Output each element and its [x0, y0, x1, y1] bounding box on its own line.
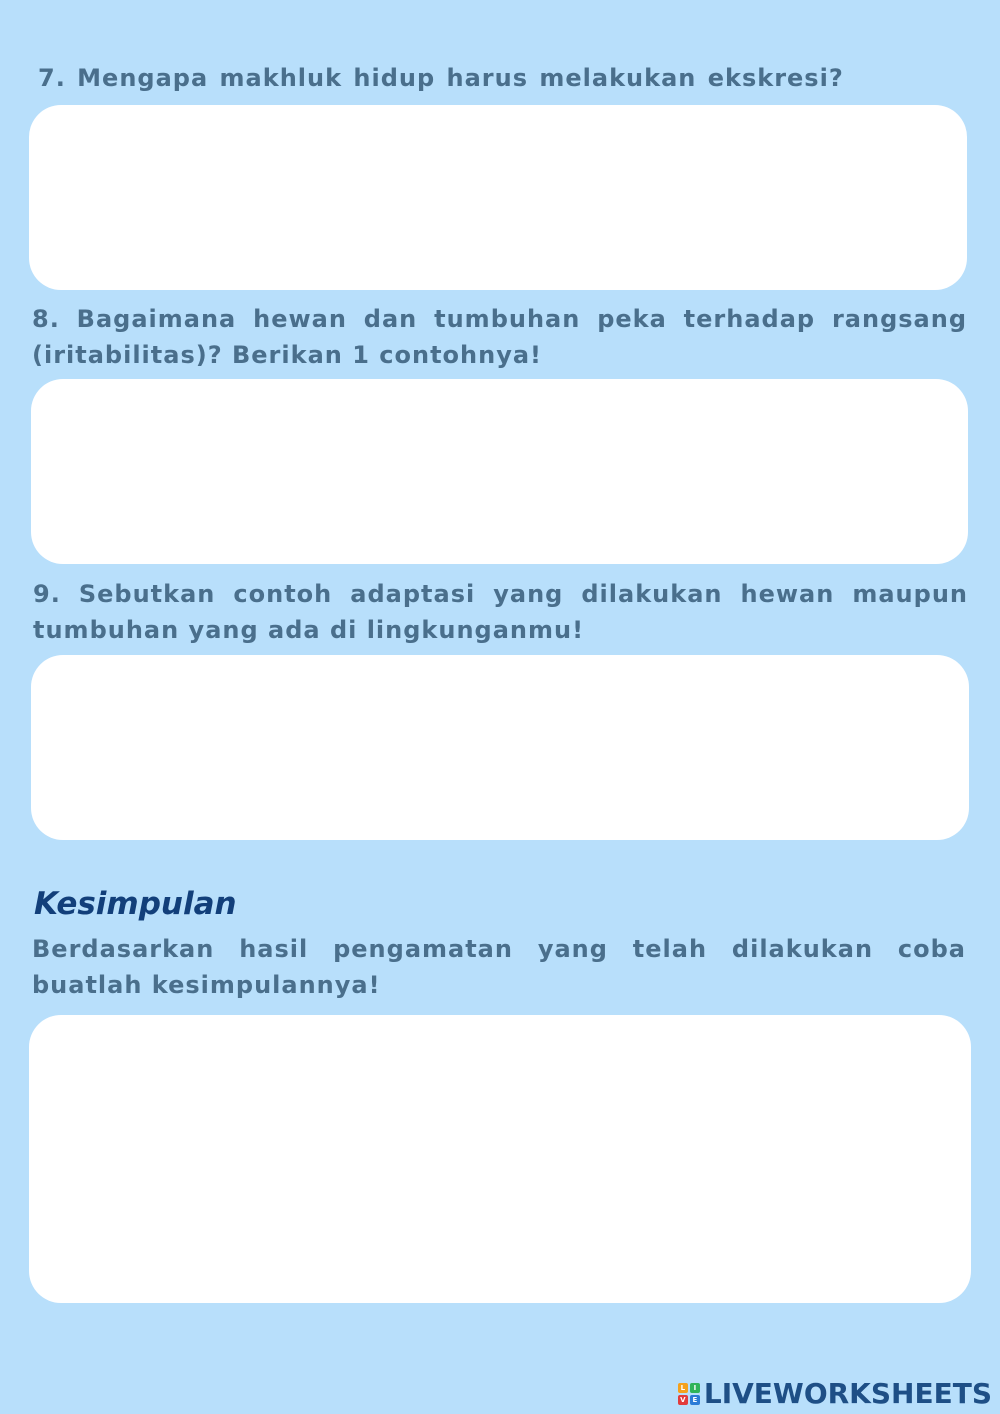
logo-text: LIVEWORKSHEETS	[703, 1377, 992, 1410]
question-8: 8. Bagaimana hewan dan tumbuhan peka terhadap rangsang (iritabilitas)? Berikan 1 contohnya!	[32, 305, 967, 369]
answer-box-q9[interactable]	[31, 655, 969, 840]
logo-icon-i: I	[690, 1383, 700, 1393]
question-9: 9. Sebutkan contoh adaptasi yang dilakukan hewan maupun tumbuhan yang ada di lingkunganmu!	[33, 580, 968, 644]
answer-box-conclusion[interactable]	[29, 1015, 971, 1303]
answer-box-q7[interactable]	[29, 105, 967, 290]
liveworksheets-logo	[678, 1377, 992, 1410]
conclusion-prompt: Berdasarkan hasil pengamatan yang telah dilakukan coba buatlah kesimpulannya!	[32, 935, 966, 999]
liveworksheets-logo-icon	[678, 1383, 700, 1405]
logo-icon-e: E	[690, 1395, 700, 1405]
answer-box-q8[interactable]	[31, 379, 968, 564]
question-7: 7. Mengapa makhluk hidup harus melakukan ekskresi?	[38, 64, 844, 92]
conclusion-heading: Kesimpulan	[34, 886, 237, 922]
logo-icon-l: L	[678, 1383, 688, 1393]
logo-icon-v: V	[678, 1395, 688, 1405]
